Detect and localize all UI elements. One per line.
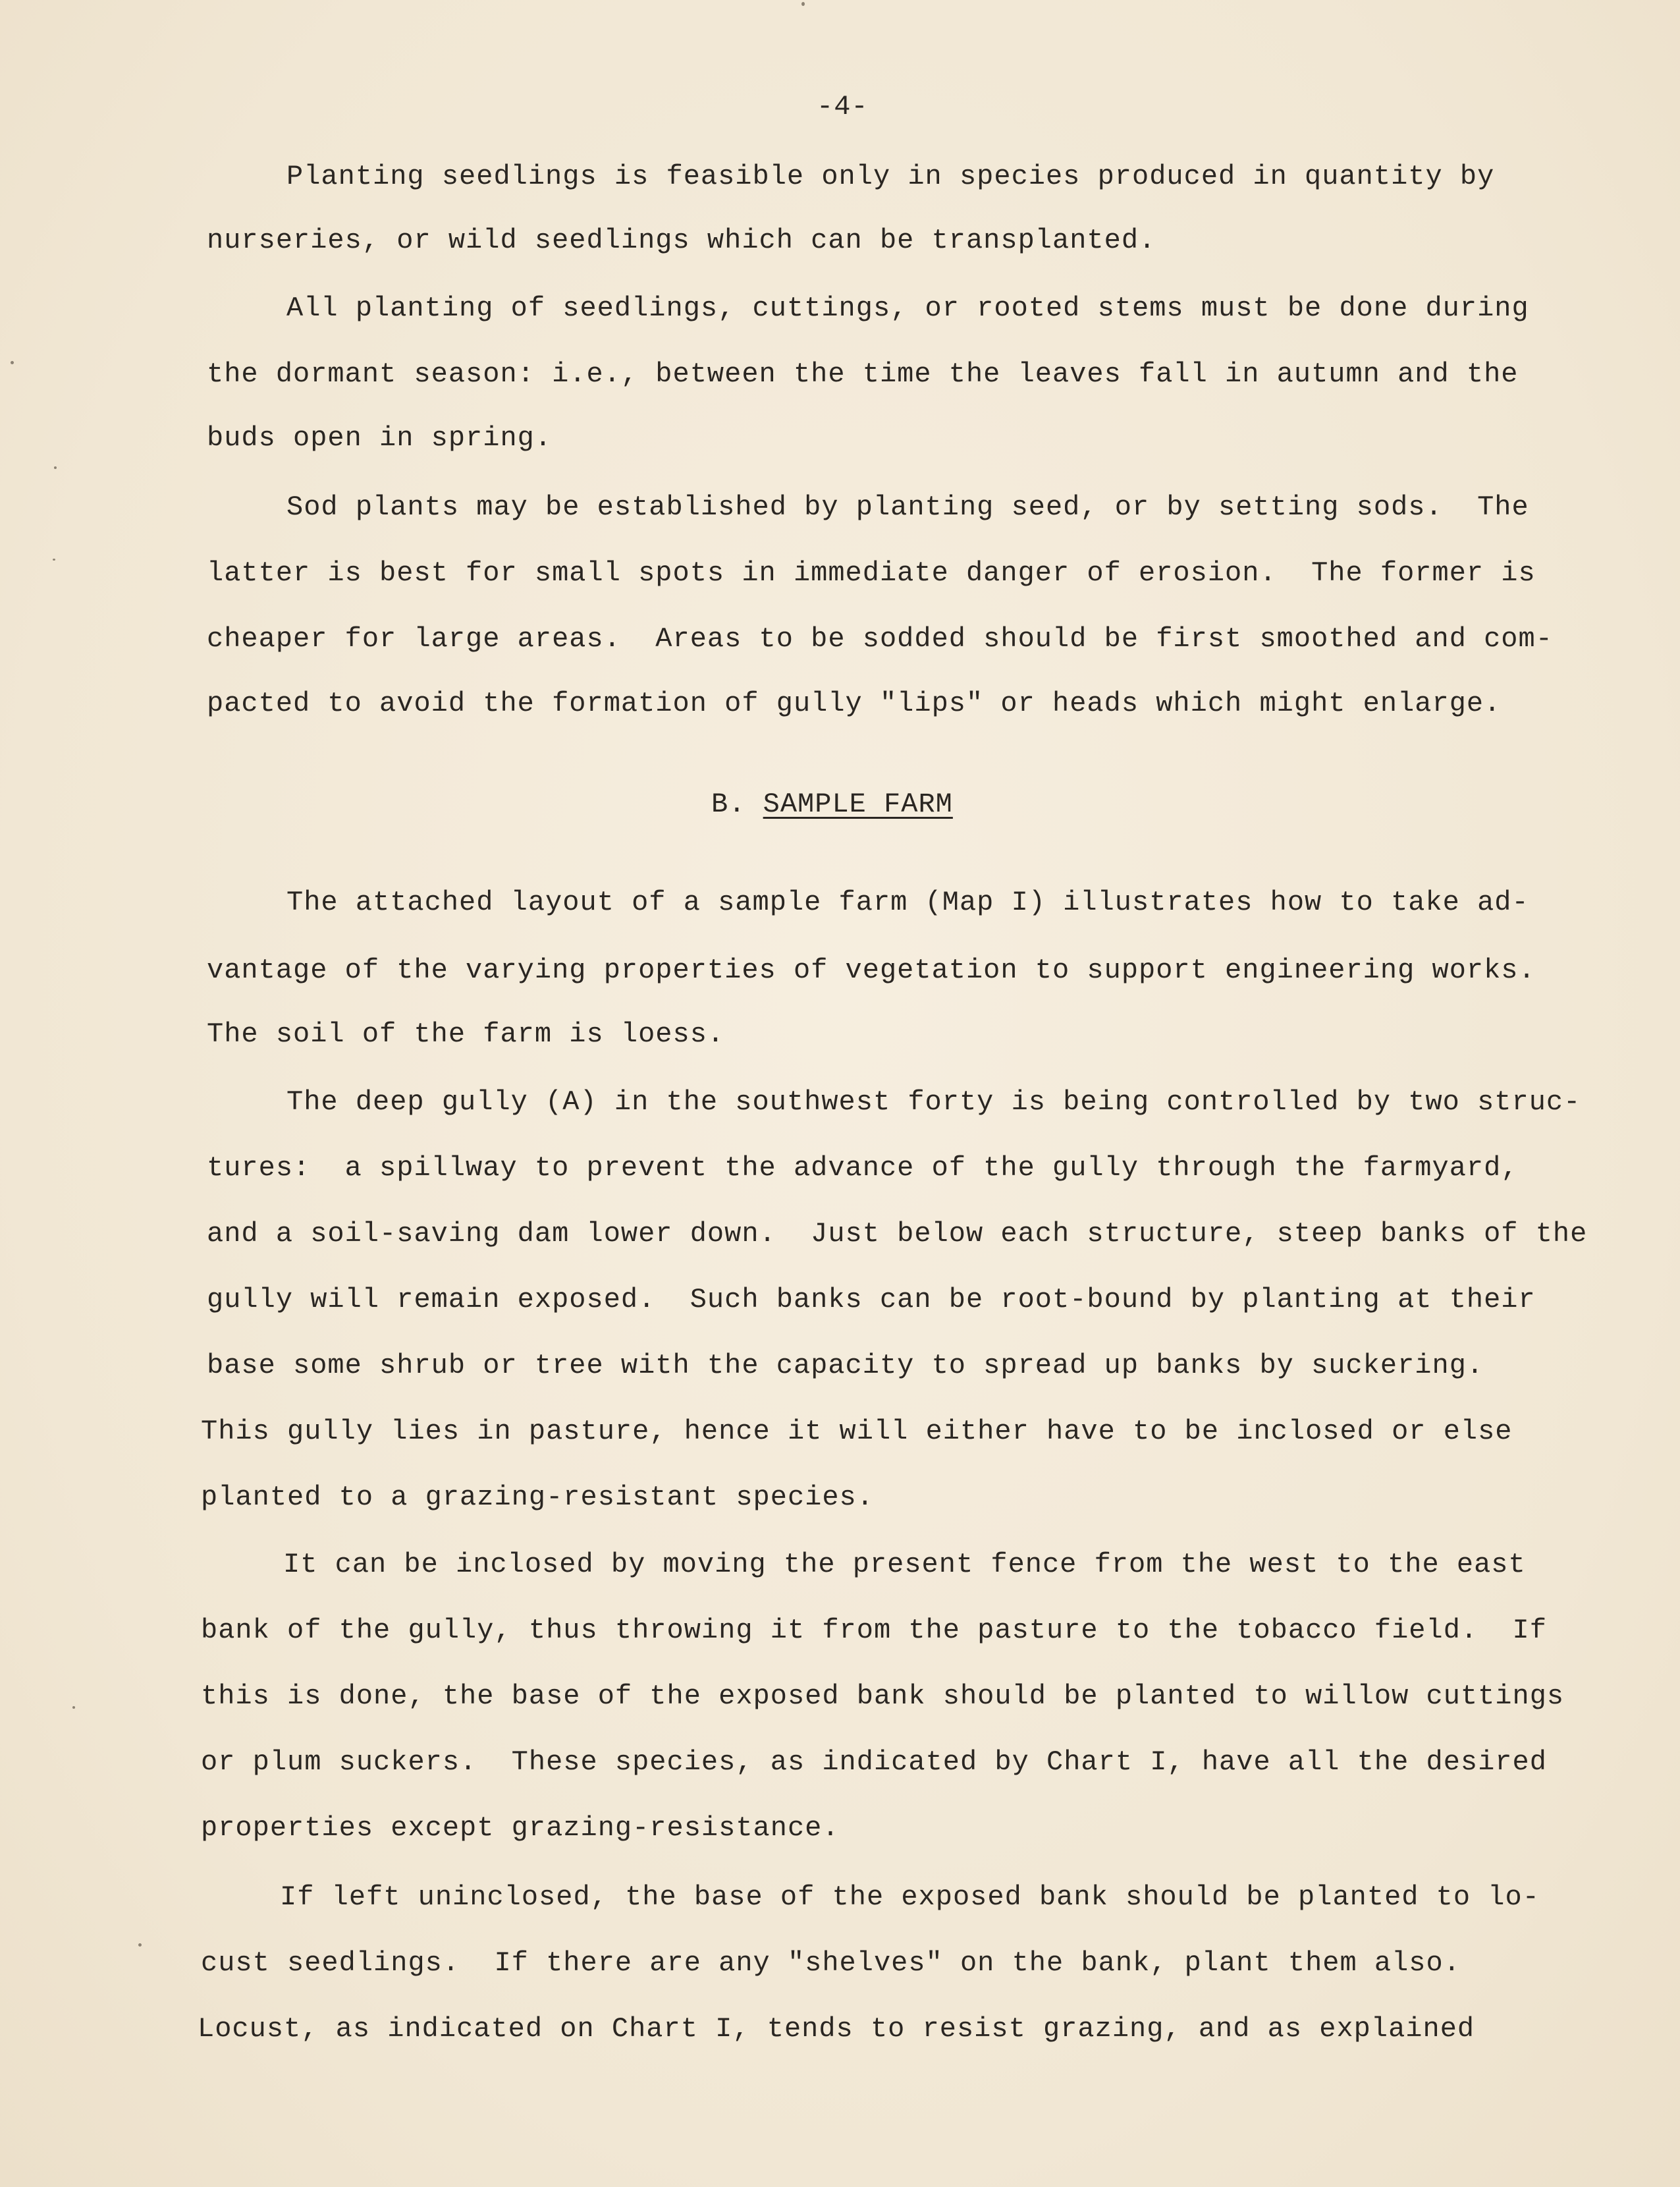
paragraph-2-line-1: All planting of seedlings, cuttings, or rooted stems must be done during	[286, 292, 1529, 324]
section-paragraph-4-line-3: Locust, as indicated on Chart I, tends to resist grazing, and as explained	[198, 2013, 1475, 2045]
paragraph-3-line-2: latter is best for small spots in immediate danger of erosion. The former is	[207, 557, 1536, 589]
paper-speck	[54, 466, 57, 469]
paragraph-1-line-2: nurseries, or wild seedlings which can be transplanted.	[207, 225, 1156, 256]
section-paragraph-1-line-1: The attached layout of a sample farm (Map I) illustrates how to take ad-	[286, 887, 1529, 918]
section-paragraph-2-line-3: and a soil-saving dam lower down. Just below each structure, steep banks of the	[207, 1218, 1588, 1250]
paragraph-2-line-3: buds open in spring.	[207, 422, 553, 454]
paragraph-3-line-3: cheaper for large areas. Areas to be sodded should be first smoothed and com-	[207, 623, 1553, 655]
paper-speck	[138, 1943, 142, 1947]
paper-speck	[801, 2, 805, 6]
paragraph-3-line-1: Sod plants may be established by planting seed, or by setting sods. The	[286, 491, 1529, 523]
paper-speck	[72, 1706, 75, 1709]
section-heading	[711, 789, 953, 820]
section-paragraph-4-line-2: cust seedlings. If there are any "shelves" on the bank, plant them also.	[201, 1947, 1461, 1979]
paragraph-2-line-2: the dormant season: i.e., between the time the leaves fall in autumn and the	[207, 358, 1519, 390]
paragraph-3-line-4: pacted to avoid the formation of gully "lips" or heads which might enlarge.	[207, 688, 1502, 719]
section-paragraph-3-line-5: properties except grazing-resistance.	[201, 1812, 840, 1844]
section-paragraph-4-line-1: If left uninclosed, the base of the exposed bank should be planted to lo-	[280, 1881, 1540, 1913]
section-paragraph-1-line-3: The soil of the farm is loess.	[207, 1018, 725, 1050]
section-paragraph-2-line-4: gully will remain exposed. Such banks can be root-bound by planting at their	[207, 1284, 1536, 1315]
section-heading-prefix: B.	[711, 789, 763, 820]
paragraph-1-line-1: Planting seedlings is feasible only in species produced in quantity by	[286, 161, 1495, 192]
section-paragraph-2-line-5: base some shrub or tree with the capacity to spread up banks by suckering.	[207, 1350, 1484, 1381]
paper-speck	[53, 559, 55, 561]
section-paragraph-3-line-3: this is done, the base of the exposed bank should be planted to willow cuttings	[201, 1680, 1565, 1712]
section-paragraph-3-line-1: It can be inclosed by moving the present fence from the west to the east	[283, 1549, 1526, 1580]
section-paragraph-2-line-1: The deep gully (A) in the southwest forty is being controlled by two struc-	[286, 1086, 1581, 1118]
section-paragraph-2-line-7: planted to a grazing-resistant species.	[201, 1481, 874, 1513]
section-paragraph-1-line-2: vantage of the varying properties of vegetation to support engineering works.	[207, 955, 1536, 986]
section-paragraph-2-line-6: This gully lies in pasture, hence it will either have to be inclosed or else	[201, 1416, 1513, 1447]
section-paragraph-3-line-2: bank of the gully, thus throwing it from the pasture to the tobacco field. If	[201, 1615, 1547, 1646]
paper-speck	[11, 361, 14, 364]
page-number: -4-	[817, 91, 869, 123]
section-paragraph-2-line-2: tures: a spillway to prevent the advance of the gully through the farmyard,	[207, 1152, 1519, 1184]
section-heading-title: SAMPLE FARM	[763, 789, 953, 820]
section-paragraph-3-line-4: or plum suckers. These species, as indicated by Chart I, have all the desired	[201, 1746, 1547, 1778]
